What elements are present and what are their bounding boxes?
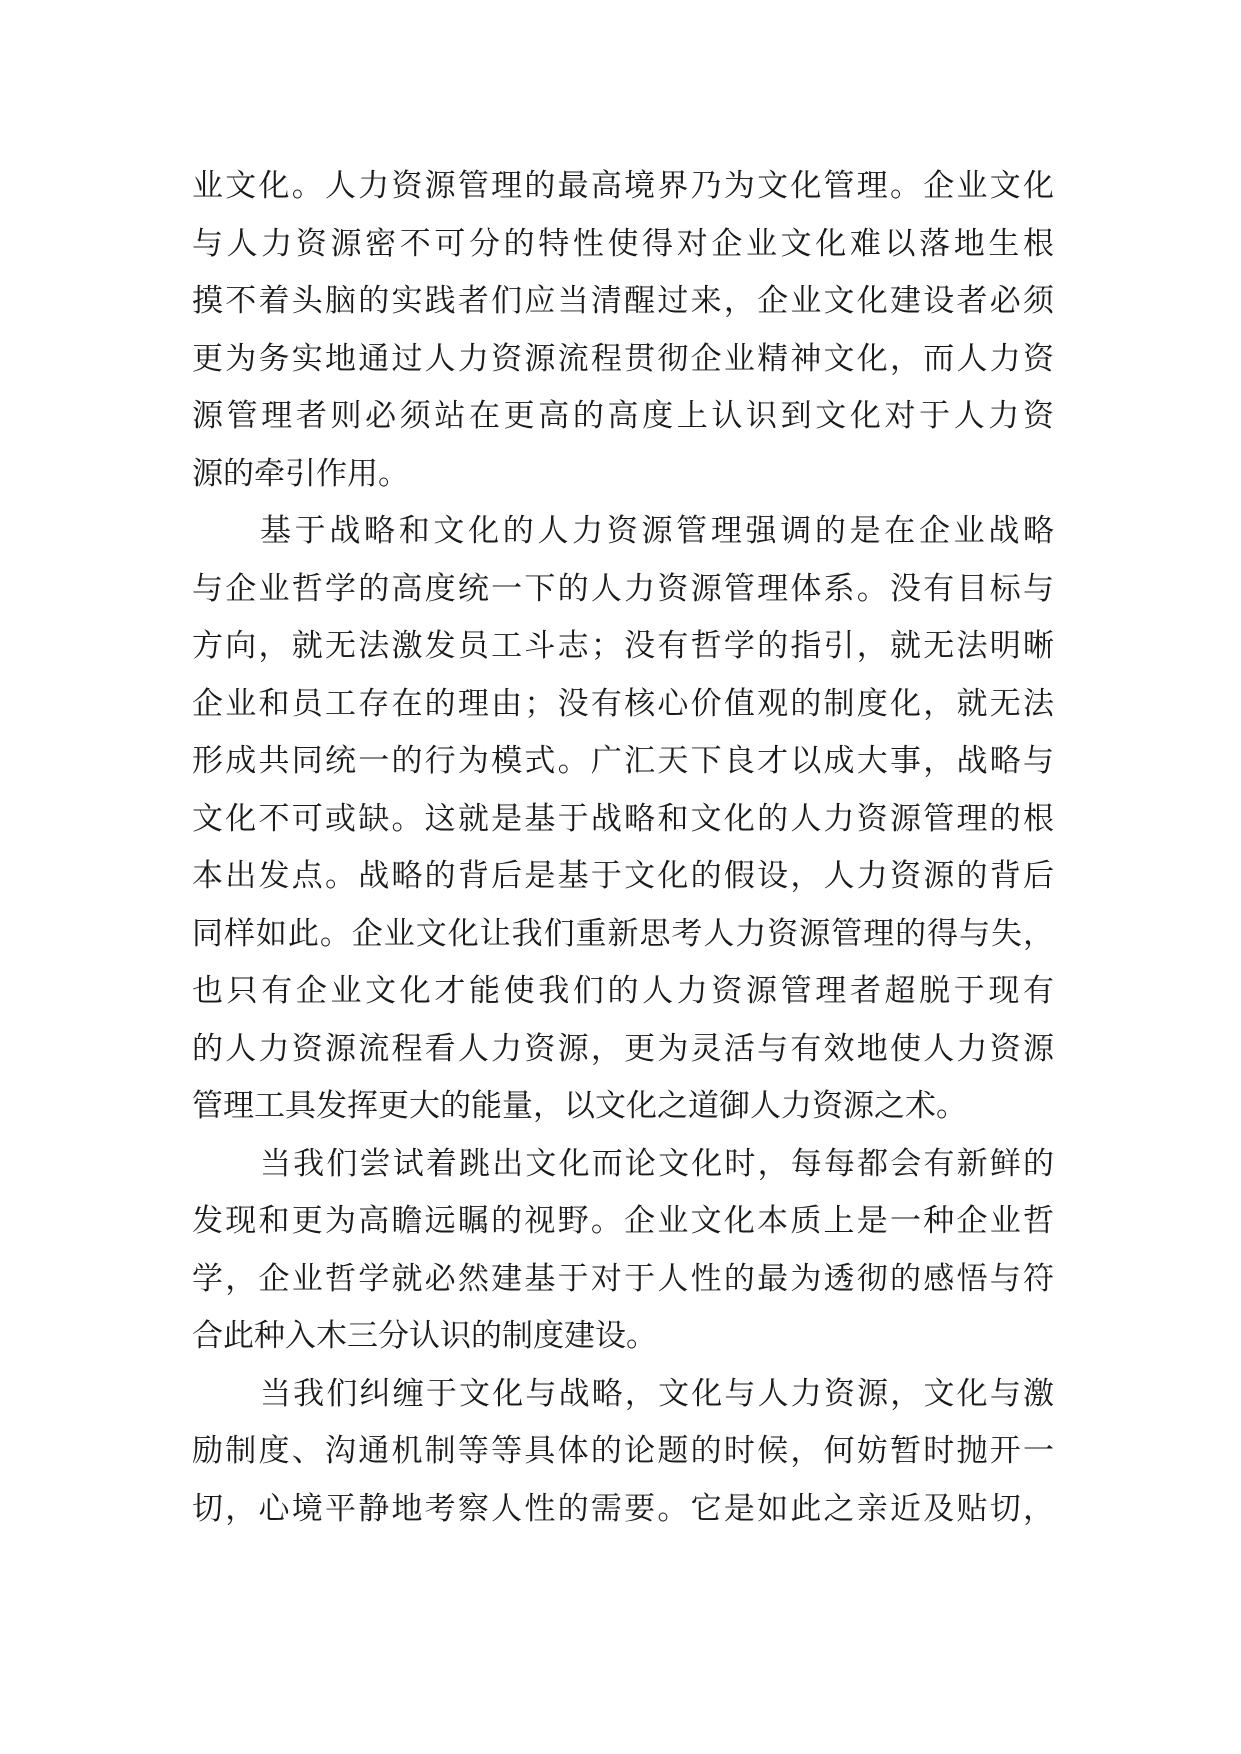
text-line: 管理工具发挥更大的能量，以文化之道御人力资源之术。 xyxy=(192,1088,967,1124)
text-line: 与人力资源密不可分的特性使得对企业文化难以落地生根 xyxy=(192,225,1054,262)
text-line: 合此种入木三分认识的制度建设。 xyxy=(192,1318,657,1354)
text-line: 的人力资源流程看人力资源，更为灵活与有效地使人力资源 xyxy=(192,1030,1054,1067)
paragraph xyxy=(192,158,1054,503)
text-line: 当我们纠缠于文化与战略，文化与人力资源，文化与激 xyxy=(260,1375,1054,1412)
text-line: 业文化。人力资源管理的最高境界乃为文化管理。企业文化 xyxy=(192,168,1054,204)
text-line: 源管理者则必须站在更高的高度上认识到文化对于人力资 xyxy=(192,398,1054,434)
paragraph xyxy=(192,1136,1054,1366)
text-line: 方向，就无法激发员工斗志；没有哲学的指引，就无法明晰 xyxy=(192,628,1054,664)
text-line: 文化不可或缺。这就是基于战略和文化的人力资源管理的根 xyxy=(192,800,1054,837)
body-text xyxy=(192,158,1054,1538)
text-line: 与企业哲学的高度统一下的人力资源管理体系。没有目标与 xyxy=(192,570,1054,607)
text-line: 源的牵引作用。 xyxy=(192,455,409,492)
text-line: 本出发点。战略的背后是基于文化的假设，人力资源的背后 xyxy=(192,858,1054,894)
text-line: 当我们尝试着跳出文化而论文化时，每每都会有新鲜的 xyxy=(260,1145,1054,1182)
text-line: 摸不着头脑的实践者们应当清醒过来，企业文化建设者必须 xyxy=(192,283,1054,319)
text-line: 同样如此。企业文化让我们重新思考人力资源管理的得与失， xyxy=(192,915,1054,952)
text-line: 励制度、沟通机制等等具体的论题的时候，何妨暂时抛开一 xyxy=(192,1433,1054,1469)
text-line: 形成共同统一的行为模式。广汇天下良才以成大事，战略与 xyxy=(192,743,1054,779)
text-line: 也只有企业文化才能使我们的人力资源管理者超脱于现有 xyxy=(192,973,1054,1009)
text-line: 企业和员工存在的理由；没有核心价值观的制度化，就无法 xyxy=(192,685,1054,722)
text-line: 学，企业哲学就必然建基于对于人性的最为透彻的感悟与符 xyxy=(192,1260,1054,1297)
text-line: 更为务实地通过人力资源流程贯彻企业精神文化，而人力资 xyxy=(192,340,1054,377)
text-line: 切，心境平静地考察人性的需要。它是如此之亲近及贴切， xyxy=(192,1490,1054,1527)
text-line: 发现和更为高瞻远瞩的视野。企业文化本质上是一种企业哲 xyxy=(192,1203,1054,1239)
paragraph xyxy=(192,503,1054,1136)
text-line: 基于战略和文化的人力资源管理强调的是在企业战略 xyxy=(260,513,1054,549)
paragraph xyxy=(192,1366,1054,1539)
